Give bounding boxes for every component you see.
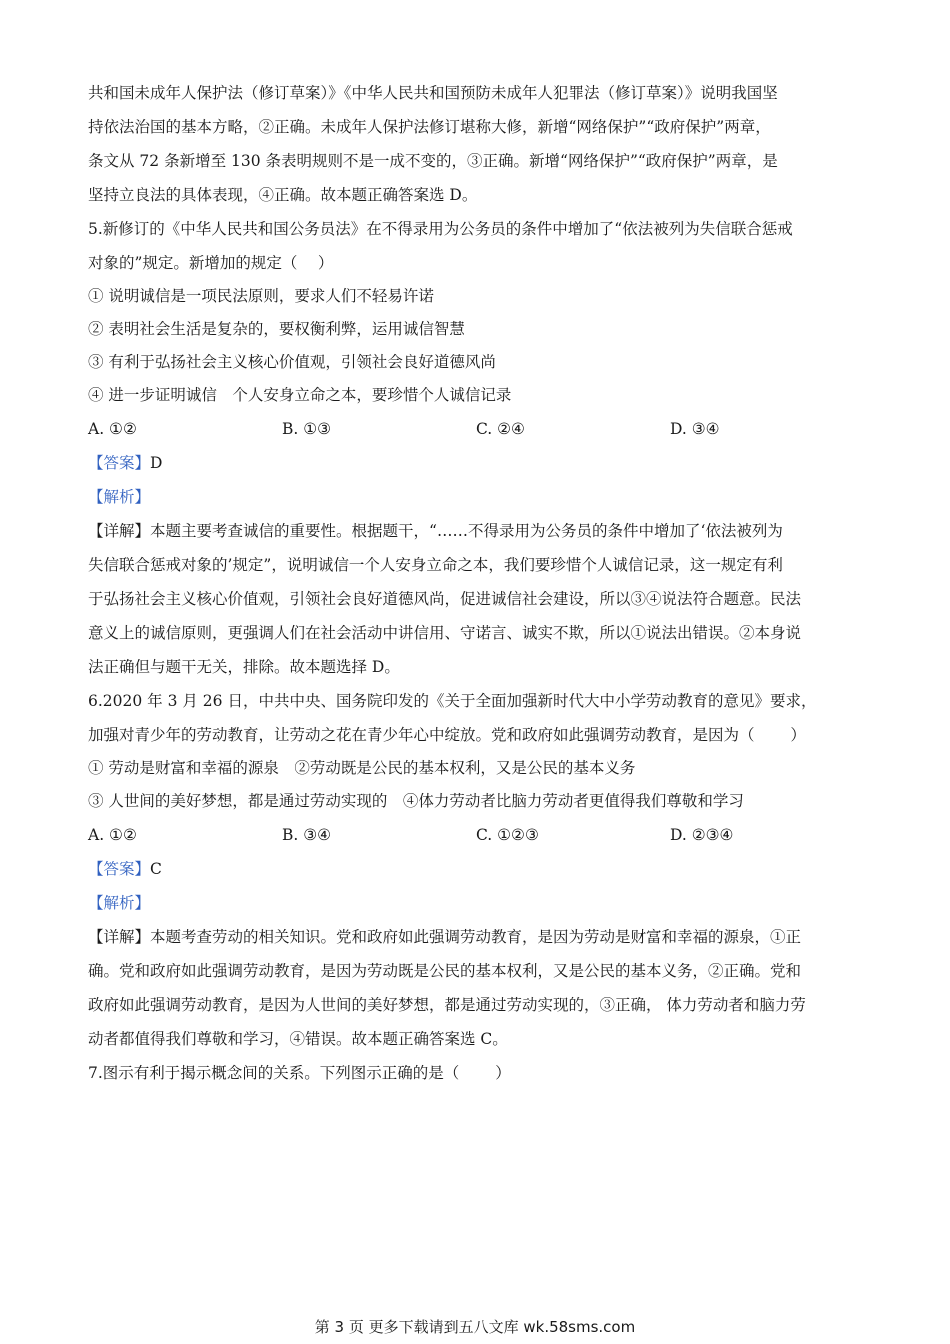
answer-options bbox=[88, 818, 864, 852]
analysis-label: 【解析】 bbox=[88, 894, 151, 912]
question-7 bbox=[88, 1056, 864, 1090]
option-d: D. ③④ bbox=[670, 420, 720, 438]
detail-text: 政府如此强调劳动教育，是因为人世间的美好梦想，都是通过劳动实现的，③正确， 体力劳动者和脑力劳 bbox=[88, 996, 806, 1014]
question-stem: 对象的”规定。新增加的规定（ ） bbox=[88, 254, 334, 272]
analysis-label: 【解析】 bbox=[88, 488, 151, 506]
detail-text: 确。党和政府如此强调劳动教育，是因为劳动既是公民的基本权利，又是公民的基本义务，②正确。党和 bbox=[88, 962, 802, 980]
detail-text: 动者都值得我们尊敬和学习，④错误。故本题正确答案选 C。 bbox=[88, 1030, 508, 1048]
question-stem: 7.图示有利于揭示概念间的关系。下列图示正确的是（ ） bbox=[88, 1064, 511, 1082]
text-line: 条文从 72 条新增至 130 条表明规则不是一成不变的，③正确。新增“网络保护”“政府保护”两章，是 bbox=[88, 152, 778, 170]
option-d: D. ②③④ bbox=[670, 826, 734, 844]
option-b: B. ①③ bbox=[282, 420, 332, 438]
statement-item: ④ 进一步证明诚信 个人安身立命之本，要珍惜个人诚信记录 bbox=[88, 386, 512, 404]
option-b: B. ③④ bbox=[282, 826, 332, 844]
page-content bbox=[88, 76, 864, 1090]
answer-line bbox=[88, 446, 864, 480]
statement-item: ② 表明社会生活是复杂的，要权衡利弊，运用诚信智慧 bbox=[88, 320, 465, 338]
option-a: A. ①② bbox=[88, 420, 137, 438]
option-c: C. ②④ bbox=[476, 420, 525, 438]
text-line: 共和国未成年人保护法（修订草案）》《中华人民共和国预防未成年人犯罪法（修订草案）》说明我国坚 bbox=[88, 84, 778, 102]
analysis-line bbox=[88, 886, 864, 920]
answer-options bbox=[88, 412, 864, 446]
option-a: A. ①② bbox=[88, 826, 137, 844]
detail-text: 本题考查劳动的相关知识。党和政府如此强调劳动教育，是因为劳动是财富和幸福的源泉，①正 bbox=[150, 928, 802, 946]
question-stem: 5.新修订的《中华人民共和国公务员法》在不得录用为公务员的条件中增加了“依法被列为失信联合惩戒 bbox=[88, 220, 793, 238]
previous-analysis bbox=[88, 76, 864, 212]
page-footer: 第 3 页 更多下载请到五八文库 wk.58sms.com bbox=[314, 1318, 636, 1336]
detail-text: 本题主要考查诚信的重要性。根据题干，“……不得录用为公务员的条件中增加了‘依法被列为 bbox=[150, 522, 783, 540]
answer-line bbox=[88, 852, 864, 886]
answer-label: 【答案】 bbox=[88, 860, 151, 878]
detail-line bbox=[88, 514, 864, 548]
question-stem: 6.2020 年 3 月 26 日，中共中央、国务院印发的《关于全面加强新时代大中小学劳动教育的意见》要求， bbox=[88, 692, 817, 710]
detail-label: 【详解】 bbox=[88, 522, 151, 540]
detail-text: 于弘扬社会主义核心价值观，引领社会良好道德风尚，促进诚信社会建设，所以③④说法符合题意。民法 bbox=[88, 590, 802, 608]
question-stem: 加强对青少年的劳动教育，让劳动之花在青少年心中绽放。党和政府如此强调劳动教育，是因为（ ） bbox=[88, 726, 806, 744]
detail-text: 法正确但与题干无关，排除。故本题选择 D。 bbox=[88, 658, 400, 676]
detail-line bbox=[88, 920, 864, 954]
statement-item: ③ 人世间的美好梦想，都是通过劳动实现的 ④体力劳动者比脑力劳动者更值得我们尊敬和学习 bbox=[88, 792, 744, 810]
answer-value: D bbox=[150, 454, 163, 472]
statement-item: ① 说明诚信是一项民法原则，要求人们不轻易许诺 bbox=[88, 287, 434, 305]
statement-item: ③ 有利于弘扬社会主义核心价值观，引领社会良好道德风尚 bbox=[88, 353, 496, 371]
question-6 bbox=[88, 684, 864, 1056]
detail-text: 意义上的诚信原则，更强调人们在社会活动中讲信用、守诺言、诚实不欺，所以①说法出错误。②本身说 bbox=[88, 624, 802, 642]
text-line: 持依法治国的基本方略，②正确。未成年人保护法修订堪称大修，新增“网络保护”“政府保护”两章， bbox=[88, 118, 771, 136]
statement-item: ① 劳动是财富和幸福的源泉 ②劳动既是公民的基本权利，又是公民的基本义务 bbox=[88, 759, 636, 777]
text-line: 坚持立良法的具体表现，④正确。故本题正确答案选 D。 bbox=[88, 186, 478, 204]
analysis-line bbox=[88, 480, 864, 514]
detail-text: 失信联合惩戒对象的’规定”，说明诚信一个人安身立命之本，我们要珍惜个人诚信记录，这一规定有利 bbox=[88, 556, 783, 574]
answer-label: 【答案】 bbox=[88, 454, 151, 472]
option-c: C. ①②③ bbox=[476, 826, 539, 844]
answer-value: C bbox=[150, 860, 162, 878]
detail-label: 【详解】 bbox=[88, 928, 151, 946]
question-5 bbox=[88, 212, 864, 684]
